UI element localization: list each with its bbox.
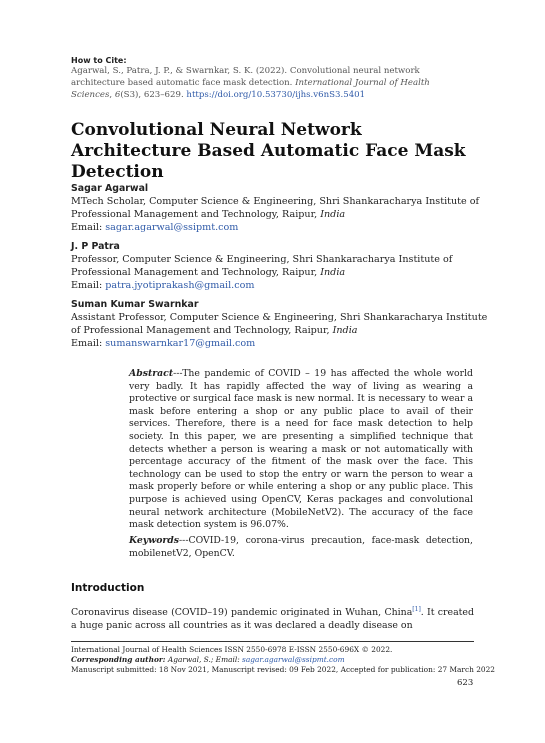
affiliation-country: India xyxy=(320,267,346,278)
author-email-link[interactable]: patra.jyotiprakash@gmail.com xyxy=(105,280,255,291)
intro-text: Coronavirus disease (COVID–19) pandemic originated in Wuhan, China xyxy=(71,607,413,619)
citation-text xyxy=(71,65,471,101)
citation-ref-link[interactable]: [1] xyxy=(412,606,421,613)
author-email-line xyxy=(71,337,491,350)
corresponding-label: Corresponding author: xyxy=(71,655,166,664)
author-block xyxy=(71,298,491,350)
citation-authors: Agarwal, S., Patra, J. P., & Swarnkar, S. K. (2022). Convolutional neural network architecture based automatic face mask detection. xyxy=(71,66,420,88)
intro-text-cont: . It created a huge panic across all countries as it was declared a deadly disease on xyxy=(71,607,474,632)
page-number: 623 xyxy=(457,678,474,688)
paper-title: Convolutional Neural Network Architecture Based Automatic Face Mask Detection xyxy=(71,120,466,182)
author-block xyxy=(71,240,491,292)
corresponding-email-link[interactable]: sagar.agarwal@ssipmt.com xyxy=(242,655,345,664)
email-label: Email: xyxy=(71,222,106,233)
citation-label: How to Cite: xyxy=(71,56,127,65)
email-label: Email: xyxy=(71,338,106,349)
author-email-link[interactable]: sagar.agarwal@ssipmt.com xyxy=(105,222,239,233)
citation-volume: 6 xyxy=(114,90,121,100)
footer-divider xyxy=(71,641,474,642)
introduction-paragraph xyxy=(71,603,474,632)
citation-journal: International Journal of Health Sciences xyxy=(71,78,430,100)
author-affiliation xyxy=(71,253,491,279)
abstract xyxy=(129,368,473,532)
citation-doi-link[interactable]: https://doi.org/10.53730/ijhs.v6nS3.5401 xyxy=(186,90,366,100)
author-block xyxy=(71,182,491,234)
affiliation-text: Assistant Professor, Computer Science & Engineering, Shri Shankaracharya Institute of Professional Management and Technology, Raipur, xyxy=(71,312,488,336)
author-affiliation xyxy=(71,311,491,337)
keywords xyxy=(129,535,473,560)
footer-journal-line: International Journal of Health Sciences ISSN 2550-6978 E-ISSN 2550-696X © 2022. xyxy=(71,645,393,654)
keywords-label: Keywords xyxy=(129,535,180,546)
footer-manuscript-dates: Manuscript submitted: 18 Nov 2021, Manuscript revised: 09 Feb 2022, Accepted for publication: 27 March 2022 xyxy=(71,665,496,674)
citation-separator: , xyxy=(109,90,115,100)
abstract-text: ---The pandemic of COVID – 19 has affected the whole world very badly. It has rapidly affected the way of living as wearing a protective or surgical face mask is new normal. It is necessary to wear a mask before entering a shop or any public place to avail of their services. Therefore, there is a need for face mask detection to help society. In this paper, we are presenting a simplified technique that detects whether a person is wearing a mask or not automatically with percentage accuracy of the fitment of the mask over the face. This technology can be used to stop the entry or warn the person to wear a mask properly before or while entering a shop or any public place. This purpose is achieved using OpenCV, Keras packages and convolutional neural network architecture (MobileNetV2). The accuracy of the face mask detection system is 96.07%. xyxy=(129,368,473,531)
citation-pages: (S3), 623–629. xyxy=(120,90,187,100)
affiliation-text: Professor, Computer Science & Engineering, Shri Shankaracharya Institute of Professional Management and Technology, Raipur, xyxy=(71,254,453,278)
author-name: Sagar Agarwal xyxy=(71,183,149,194)
keywords-text: ---COVID-19, corona-virus precaution, face-mask detection, mobilenetV2, OpenCV. xyxy=(129,535,473,559)
footer-corresponding xyxy=(71,655,481,665)
section-heading-introduction: Introduction xyxy=(71,582,145,594)
author-email-link[interactable]: sumanswarnkar17@gmail.com xyxy=(105,338,256,349)
affiliation-country: India xyxy=(320,209,346,220)
email-label: Email: xyxy=(71,280,106,291)
author-email-line xyxy=(71,279,491,292)
corresponding-text: Agarwal, S.; Email: xyxy=(165,655,243,664)
abstract-label: Abstract xyxy=(129,368,174,379)
affiliation-text: MTech Scholar, Computer Science & Engineering, Shri Shankaracharya Institute of Professional Management and Technology, Raipur, xyxy=(71,196,480,220)
author-name: J. P Patra xyxy=(71,241,120,252)
author-affiliation xyxy=(71,195,491,221)
affiliation-country: India xyxy=(332,325,358,336)
author-name: Suman Kumar Swarnkar xyxy=(71,299,199,310)
author-email-line xyxy=(71,221,491,234)
